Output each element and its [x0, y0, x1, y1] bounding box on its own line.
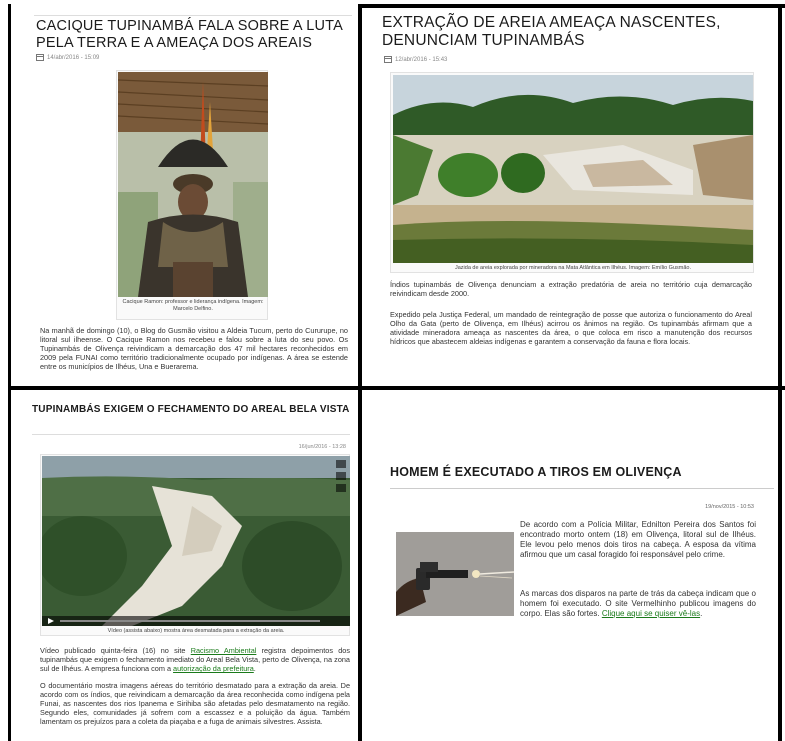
share-icon[interactable] [336, 484, 346, 492]
article-date: 16/jun/2016 - 13:28 [298, 444, 346, 450]
like-icon[interactable] [336, 460, 346, 468]
autorizacao-prefeitura-link[interactable]: autorização da prefeitura [173, 664, 254, 674]
title-rule [390, 488, 774, 489]
clock-icon[interactable] [336, 472, 346, 480]
figure-caption: Cacique Ramon: professor e liderança indígena. Imagem: Marcelo Delfino. [122, 299, 264, 312]
title-rule [34, 15, 352, 16]
divider-horizontal [8, 386, 785, 390]
body-text-segment: . [700, 609, 703, 618]
article-body-paragraph-1: De acordo com a Polícia Militar, Ednilton Pereira dos Santos foi encontrado morto ontem (18) em Olivença, litoral sul de Ilhéus. Ele levou pelo menos dois tiros na cabeça. A esposa da vítima afirmou que um casal foragido foi responsável pelo crime. [520, 520, 756, 559]
sand-quarry-photo[interactable] [393, 75, 753, 263]
divider-vertical-top [358, 4, 362, 388]
article-body-paragraph-2: O documentário mostra imagens aéreas do território desmatado para a extração da areia. De acordo com os índios, que reivindicam a demarcação da área reconhecida como indígena pela Funai, as nascentes dos rios Ipanema e Sirihiba são afetadas pelo desmatamento na região. Segundo eles, comunidades já sofrem com a escassez e a poluição da água. Também lamentam os prejuízos para a coleta da piaçaba e a fuga de animais silvestres. Assista. [40, 681, 350, 727]
title-rule [32, 434, 350, 435]
article-figure [40, 454, 350, 636]
calendar-icon [36, 54, 44, 61]
article-body-paragraph-1 [40, 646, 350, 673]
article-cacique [14, 8, 356, 384]
body-text-segment: Vídeo publicado quinta-feira (16) no site [40, 646, 191, 655]
revolver-photo[interactable] [396, 532, 514, 616]
article-extracao [364, 8, 780, 384]
body-text-segment: . [253, 664, 256, 674]
article-homem-executado [364, 392, 780, 738]
article-date: 19/nov/2015 - 10:53 [705, 504, 754, 510]
article-date: 14/abr/2016 - 15:09 [47, 54, 100, 61]
body-text-segment: registra depoimentos dos tupinambás que exigem o fechamento imediato do Areal Bela Vista, perto de Olivença, na zona sul de Ilhéus. A empresa funciona com a [40, 646, 350, 674]
article-body-paragraph-2 [520, 589, 756, 619]
article-meta [36, 54, 99, 61]
frame-left [8, 4, 11, 741]
body-text-segment: As marcas dos disparos na parte de trás da cabeça indicam que o homem foi executado. O site Vermelhinho publicou imagens do corpo. Elas são fortes. [520, 589, 756, 618]
calendar-icon [384, 56, 392, 63]
article-date: 12/abr/2016 - 15:43 [395, 56, 448, 63]
divider-vertical-bottom [358, 386, 362, 741]
racismo-ambiental-link[interactable]: Racismo Ambiental [190, 646, 257, 655]
article-title[interactable]: EXTRAÇÃO DE AREIA AMEAÇA NASCENTES, DENUNCIAM TUPINAMBÁS [382, 14, 721, 49]
article-title[interactable]: CACIQUE TUPINAMBÁ FALA SOBRE A LUTA PELA TERRA E A AMEAÇA DOS AREAIS [36, 18, 343, 51]
article-title[interactable]: TUPINAMBÁS EXIGEM O FECHAMENTO DO AREAL BELA VISTA [32, 404, 350, 415]
article-body-paragraph-2: Expedido pela Justiça Federal, um mandado de reintegração de posse que autoriza o funcionamento do Areal Olho da Gata (perto de Olivença, em Ilhéus) acirrou os ânimos na região. Os tupinambás afirmam que a atividade mineradora ameaça as nascentes da área, o que coloca em risco a manutenção dos recursos hídricos que abastecem aldeias indígenas e garantem a conservação da fauna e flora locais. [390, 310, 752, 347]
article-title[interactable]: HOMEM É EXECUTADO A TIROS EM OLIVENÇA [390, 465, 682, 479]
article-areal-bela-vista [14, 392, 356, 738]
chief-portrait-photo[interactable] [118, 72, 268, 297]
article-figure [116, 70, 268, 320]
figure-caption: Vídeo (assista abaixo) mostra área desmatada para a extração da areia. [107, 628, 285, 634]
aerial-video-player[interactable] [42, 456, 350, 626]
ver-imagens-link[interactable]: Clique aqui se quiser vê-las [601, 609, 701, 618]
article-meta [384, 56, 447, 63]
figure-caption: Jazida de areia explorada por mineradora na Mata Atlântica em Ilhéus. Imagem: Emílio Gusmão. [454, 265, 691, 271]
article-body-paragraph-1: Índios tupinambás de Olivença denunciam a extração predatória de areia no território cuja demarcação reivindicam desde 2000. [390, 280, 752, 299]
article-figure [390, 72, 754, 273]
article-body: Na manhã de domingo (10), o Blog do Gusmão visitou a Aldeia Tucum, perto do Cururupe, no litoral sul ilheense. O Cacique Ramon nos recebeu e falou sobre a luta do seu povo. Os Tupinambás de Olivença reivindicam a demarcação dos 47 mil hectares reconhecidos em 2009 pela FUNAI como território tradicionalmente ocupado por indígenas. A área se estende entre os municípios de Ilhéus, Una e Buerarema. [40, 326, 348, 372]
